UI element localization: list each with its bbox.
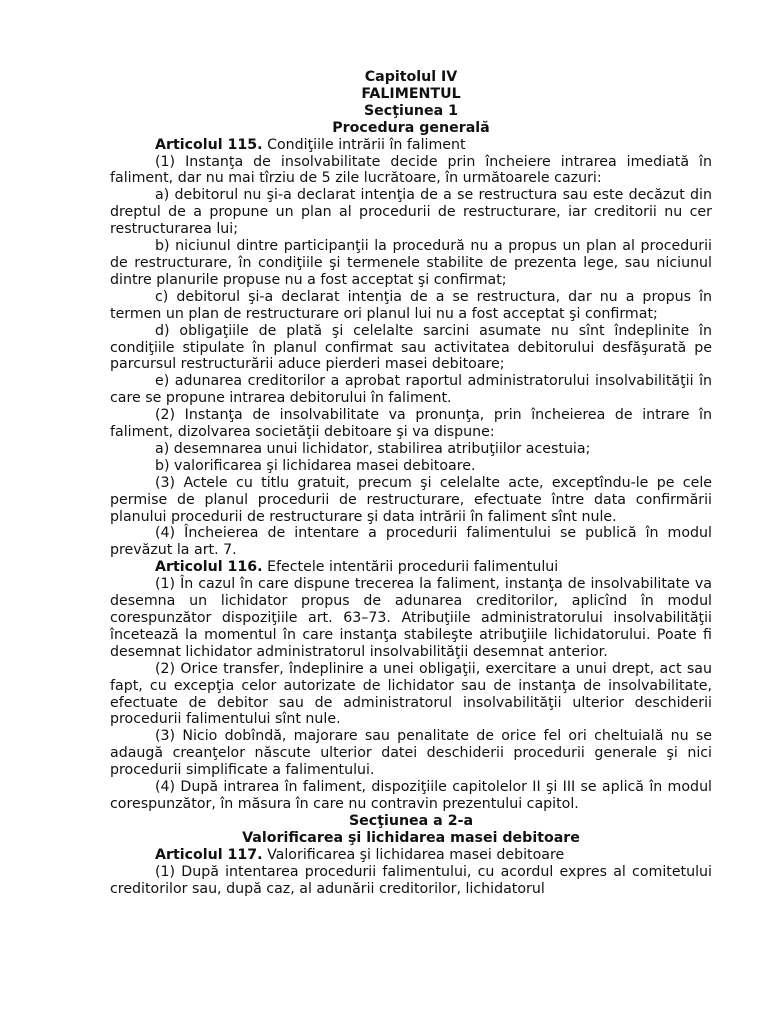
article-116-title: Articolul 116. [155, 559, 263, 576]
section-2-heading: Secţiunea a 2-a [348, 812, 474, 829]
art116-para-3: (3) Nicio dobîndă, majorare sau penalitate de orice fel ori cheltuială nu se adaugă creanţelor născute ulterior datei deschiderii procedurii generale şi nici procedurii simplificate a falimentului. [110, 728, 712, 779]
art115-para-2: (2) Instanţa de insolvabilitate va pronunţa, prin încheierea de intrare în faliment, dizolvarea societăţii debitoare şi va dispune: [110, 407, 712, 441]
art115-para-4: (4) Încheierea de intentare a procedurii falimentului se publică în modul prevăzut la art. 7. [110, 525, 712, 559]
article-115-subject: Condiţiile intrării în faliment [262, 136, 466, 153]
art115-para-1a: a) debitorul nu şi-a declarat intenţia de a se restructura sau este decăzut din dreptul de a propune un plan al procedurii de restructurare, iar creditorii nu cer restructurarea lui; [110, 187, 712, 238]
art115-para-2b: b) valorificarea şi lichidarea masei debitoare. [155, 457, 476, 474]
article-117-header [110, 847, 712, 864]
art115-para-3: (3) Actele cu titlu gratuit, precum şi celelalte acte, exceptîndu-le pe cele permise de planul procedurii de restructurare, efectuate între data confirmării planului procedurii de restructurare şi data intrării în faliment sînt nule. [110, 474, 712, 525]
art115-para-1c: c) debitorul şi-a declarat intenţia de a se restructura, dar nu a propus în termen un plan de restructurare ori planul lui nu a fost acceptat şi confirmat; [110, 288, 712, 322]
art117-para-1: (1) După intentarea procedurii falimentului, cu acordul expres al comitetului creditorilor sau, după caz, al adunării creditorilor, lichidatorul [110, 863, 712, 897]
article-117-title: Articolul 117. [155, 846, 263, 863]
document-body [110, 69, 712, 897]
art115-para-2a: a) desemnarea unui lichidator, stabilirea atribuţiilor acestuia; [155, 440, 591, 457]
article-115-title: Articolul 115. [155, 136, 263, 153]
section-1-heading: Secţiunea 1 [363, 102, 459, 119]
art115-para-1d: d) obligaţiile de plată şi celelalte sarcini asumate nu sînt îndeplinite în condiţiile stipulate în planul confirmat sau activitatea debitorului desfăşurată pe parcursul restructurării aduce pierderi masei debitoare; [110, 322, 712, 373]
article-116-subject: Efectele intentării procedurii falimentului [262, 559, 559, 576]
article-116-header [110, 559, 712, 576]
art116-para-4: (4) După intrarea în faliment, dispoziţiile capitolelor II şi III se aplică în modul corespunzător, în măsura în care nu contravin prezentului capitol. [110, 779, 712, 812]
art115-para-1: (1) Instanţa de insolvabilitate decide prin încheiere intrarea imediată în faliment, dar nu mai tîrziu de 5 zile lucrătoare, în următoarele cazuri: [110, 153, 712, 187]
chapter-heading: Capitolul IV [364, 69, 458, 85]
section-2-title: Valorificarea şi lichidarea masei debitoare [242, 829, 580, 846]
chapter-title: FALIMENTUL [361, 85, 461, 102]
article-115-header [110, 137, 712, 154]
art116-para-2: (2) Orice transfer, îndeplinire a unei obligaţii, exercitare a unui drept, act sau fapt, cu excepţia celor autorizate de lichidator sau de instanţa de insolvabilitate, efectuate de debitor sau de administratorul insolvabilităţii ulterior deschiderii procedurii falimentului sînt nule. [110, 660, 712, 728]
art115-para-1b: b) niciunul dintre participanţii la procedură nu a propus un plan al procedurii de restructurare, în condiţiile şi termenele stabilite de prezenta lege, sau niciunul dintre planurile propuse nu a fost acceptat şi confirmat; [110, 238, 712, 288]
section-1-title: Procedura generală [332, 119, 490, 136]
art116-para-1: (1) În cazul în care dispune trecerea la faliment, instanţa de insolvabilitate va desemna un lichidator propus de adunarea creditorilor, aplicînd în modul corespunzător dispoziţiile art. 63–73. Atribuţiile administratorului insolvabilităţii încetează la momentul în care instanţa stabileşte atribuţiile lichidatorului. Poate fi desemnat lichidator administratorul insolvabilităţii desemnat anterior. [110, 576, 712, 660]
article-117-subject: Valorificarea şi lichidarea masei debitoare [262, 846, 565, 863]
art115-para-1e: e) adunarea creditorilor a aprobat raportul administratorului insolvabilităţii în care se propune intrarea debitorului în faliment. [110, 373, 712, 407]
